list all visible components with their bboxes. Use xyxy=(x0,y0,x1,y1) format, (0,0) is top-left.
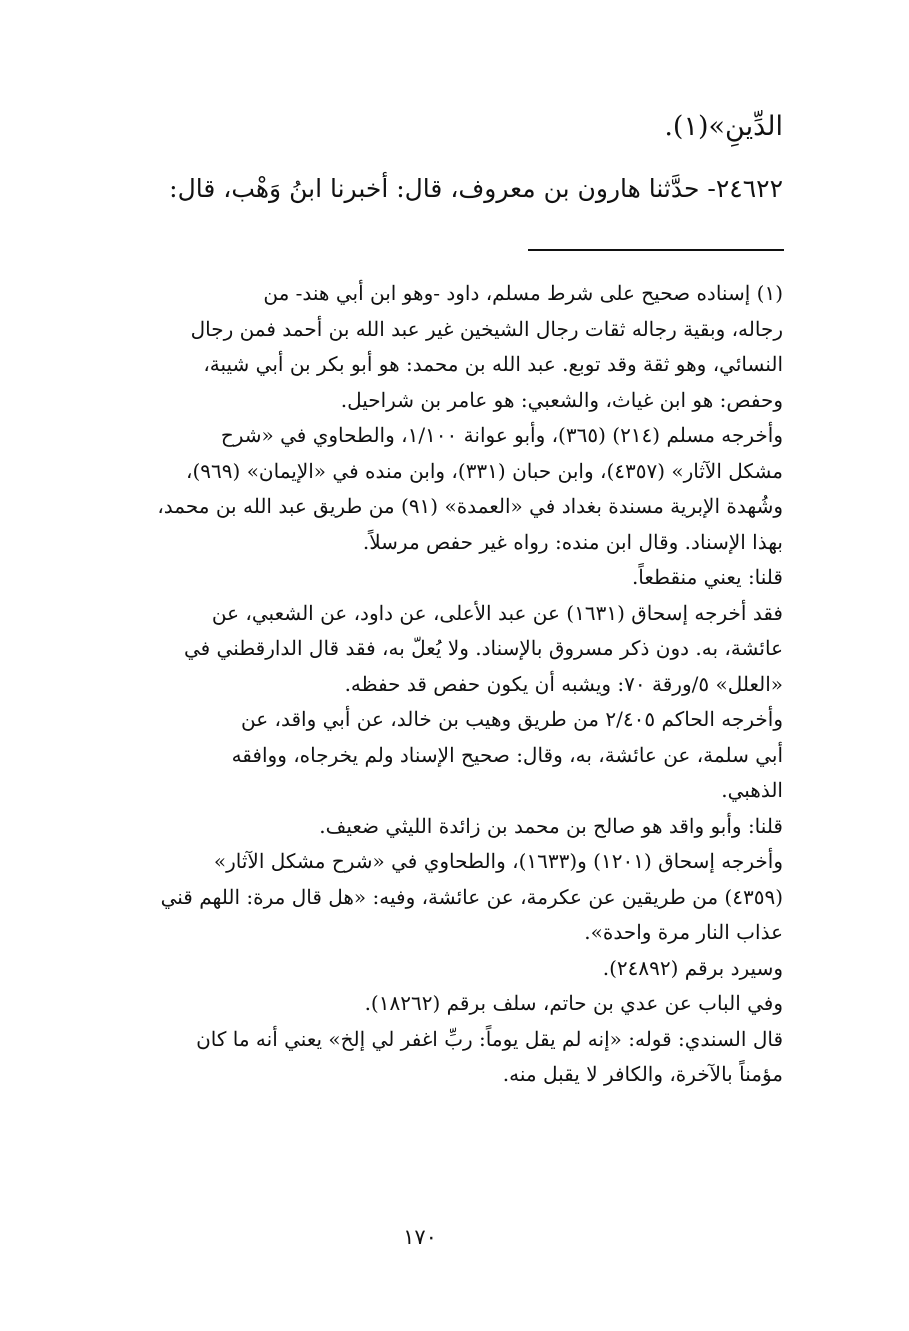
hadith-text-line: ٢٤٦٢٢- حدَّثنا هارون بن معروف، قال: أخبرنا ابنُ وَهْب، قال: xyxy=(169,174,783,203)
footnote-line: مشكل الآثار» (٤٣٥٧)، وابن حبان (٣٣١)، وابن منده في «الإيمان» (٩٦٩)، xyxy=(186,458,783,483)
footnote-line: رجاله، وبقية رجاله ثقات رجال الشيخين غير عبد الله بن أحمد فمن رجال xyxy=(190,316,783,341)
footnote-line: عذاب النار مرة واحدة». xyxy=(584,920,783,944)
main-text-line-1: الدِّينِ»(١). xyxy=(664,111,783,142)
footnote-line: وأخرجه مسلم (٢١٤) (٣٦٥)، وأبو عوانة ١/١٠٠، والطحاوي في «شرح xyxy=(220,423,783,447)
footnote-line: (٤٣٥٩) من طريقين عن عكرمة، عن عائشة، وفيه: «هل قال مرة: اللهم قني xyxy=(160,884,783,909)
footnote-line: عائشة، به. دون ذكر مسروق بالإسناد. ولا يُعلّ به، فقد قال الدارقطني في xyxy=(183,636,783,660)
footnote-line: مؤمناً بالآخرة، والكافر لا يقبل منه. xyxy=(502,1062,783,1086)
footnote-line: «العلل» ٥/ورقة ٧٠: ويشبه أن يكون حفص قد حفظه. xyxy=(344,671,783,696)
footnote-separator xyxy=(528,249,784,251)
footnote-line: وأخرجه إسحاق (١٢٠١) و(١٦٣٣)، والطحاوي في «شرح مشكل الآثار» xyxy=(213,849,783,873)
footnotes xyxy=(83,276,783,1093)
footnote-line: أبي سلمة، عن عائشة، به، وقال: صحيح الإسناد ولم يخرجاه، ووافقه xyxy=(231,742,783,767)
footnote-line: الذهبي. xyxy=(721,778,783,802)
footnote-line: فقد أخرجه إسحاق (١٦٣١) عن عبد الأعلى، عن داود، عن الشعبي، عن xyxy=(211,600,783,625)
footnote-line: قلنا: وأبو واقد هو صالح بن محمد بن زائدة الليثي ضعيف. xyxy=(319,813,783,838)
footnote-line: وشُهدة الإبرية مسندة بغداد في «العمدة» (٩١) من طريق عبد الله بن محمد، xyxy=(157,494,783,518)
footnote-line: وسيرد برقم (٢٤٨٩٢). xyxy=(602,955,783,980)
footnote-line: وحفص: هو ابن غياث، والشعبي: هو عامر بن شراحيل. xyxy=(340,387,783,412)
footnote-line: وأخرجه الحاكم ٢/٤٠٥ من طريق وهيب بن خالد، عن أبي واقد، عن xyxy=(241,707,783,731)
footnote-line: (١) إسناده صحيح على شرط مسلم، داود -وهو ابن أبي هند- من xyxy=(263,281,783,305)
footnote-line: بهذا الإسناد. وقال ابن منده: رواه غير حفص مرسلاً. xyxy=(362,529,783,554)
footnote-line: النسائي، وهو ثقة وقد توبع. عبد الله بن محمد: هو أبو بكر بن أبي شيبة، xyxy=(203,352,783,376)
footnote-line: قال السندي: قوله: «إنه لم يقل يوماً: ربِّ اغفر لي إلخ» يعني أنه ما كان xyxy=(196,1026,783,1051)
footnote-line: قلنا: يعني منقطعاً. xyxy=(631,565,783,589)
page-number: ١٧٠ xyxy=(403,1225,437,1249)
footnote-line: وفي الباب عن عدي بن حاتم، سلف برقم (١٨٢٦٢). xyxy=(364,991,783,1015)
